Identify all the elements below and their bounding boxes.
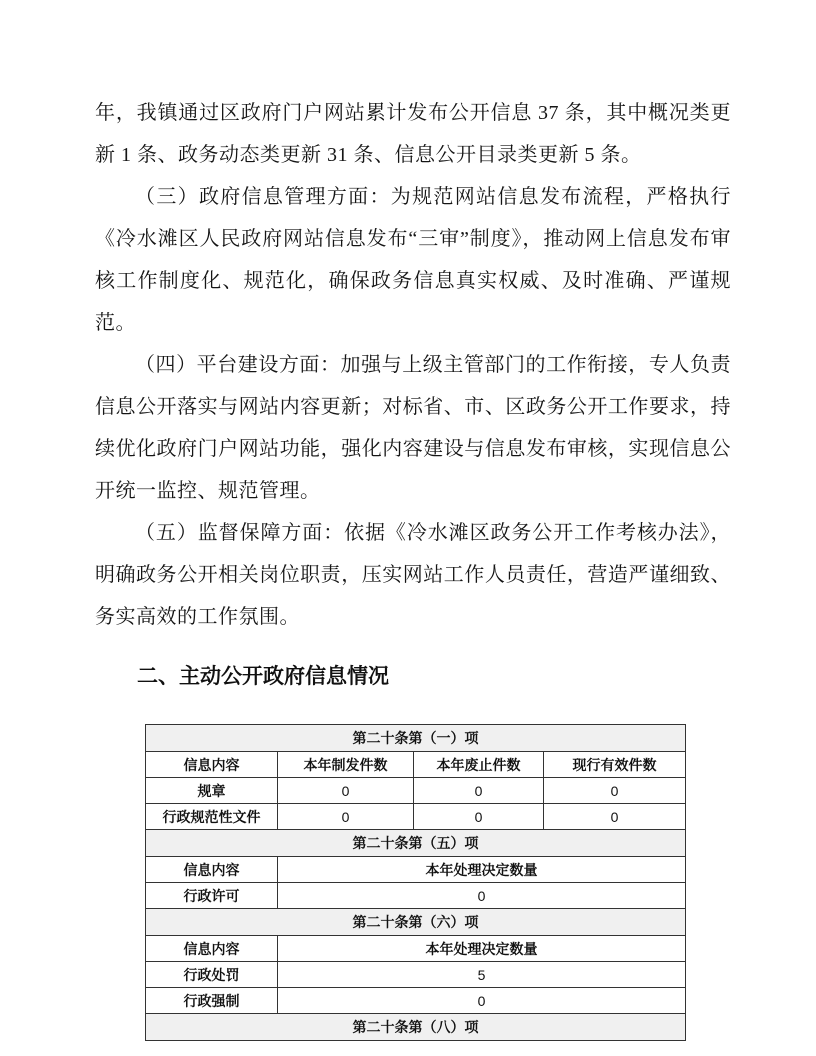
table-row [146, 909, 686, 936]
body-paragraph: （四）平台建设方面：加强与上级主管部门的工作衔接，专人负责信息公开落实与网站内容更新；对标省、市、区政务公开工作要求，持续优化政府门户网站功能，强化内容建设与信息发布审核，实现信息公开统一监控、规范管理。 [95, 354, 731, 502]
table-row [146, 962, 686, 988]
table-row [146, 778, 686, 804]
table-header-cell: 本年处理决定数量 [278, 936, 686, 962]
table-cell: 0 [278, 883, 686, 909]
table-cell: 0 [414, 804, 544, 830]
info-table-wrapper [145, 724, 731, 1041]
table-row [146, 1014, 686, 1041]
table-row-label: 规章 [146, 778, 278, 804]
table-row [146, 936, 686, 962]
table-section-title: 第二十条第（八）项 [146, 1014, 686, 1041]
table-row-label: 行政处罚 [146, 962, 278, 988]
table-cell: 0 [278, 804, 414, 830]
table-section-title: 第二十条第（六）项 [146, 909, 686, 936]
table-cell: 0 [414, 778, 544, 804]
table-cell: 5 [278, 962, 686, 988]
table-header-cell: 本年废止件数 [414, 752, 544, 778]
table-row [146, 883, 686, 909]
table-row-label: 行政规范性文件 [146, 804, 278, 830]
table-header-cell: 信息内容 [146, 752, 278, 778]
body-paragraph: （三）政府信息管理方面：为规范网站信息发布流程，严格执行《冷水滩区人民政府网站信息发布“三审”制度》，推动网上信息发布审核工作制度化、规范化，确保政务信息真实权威、及时准确、严谨规范。 [95, 186, 731, 334]
table-row [146, 988, 686, 1014]
table-row [146, 830, 686, 857]
table-header-cell: 本年制发件数 [278, 752, 414, 778]
table-row [146, 725, 686, 752]
table-cell: 0 [278, 778, 414, 804]
table-section-title: 第二十条第（一）项 [146, 725, 686, 752]
table-row-label: 行政许可 [146, 883, 278, 909]
table-cell: 0 [544, 778, 686, 804]
table-cell: 0 [278, 988, 686, 1014]
table-header-cell: 现行有效件数 [544, 752, 686, 778]
table-header-cell: 信息内容 [146, 936, 278, 962]
table-cell: 0 [544, 804, 686, 830]
table-header-cell: 本年处理决定数量 [278, 857, 686, 883]
table-header-cell: 信息内容 [146, 857, 278, 883]
info-disclosure-table [145, 724, 686, 1041]
body-paragraph: （五）监督保障方面：依据《冷水滩区政务公开工作考核办法》，明确政务公开相关岗位职责，压实网站工作人员责任，营造严谨细致、务实高效的工作氛围。 [95, 522, 731, 628]
table-row-label: 行政强制 [146, 988, 278, 1014]
body-paragraph: 年，我镇通过区政府门户网站累计发布公开信息 37 条，其中概况类更新 1 条、政务动态类更新 31 条、信息公开目录类更新 5 条。 [95, 102, 731, 166]
table-row [146, 857, 686, 883]
table-row [146, 804, 686, 830]
table-row [146, 752, 686, 778]
table-section-title: 第二十条第（五）项 [146, 830, 686, 857]
section-heading: 二、主动公开政府信息情况 [137, 665, 389, 688]
